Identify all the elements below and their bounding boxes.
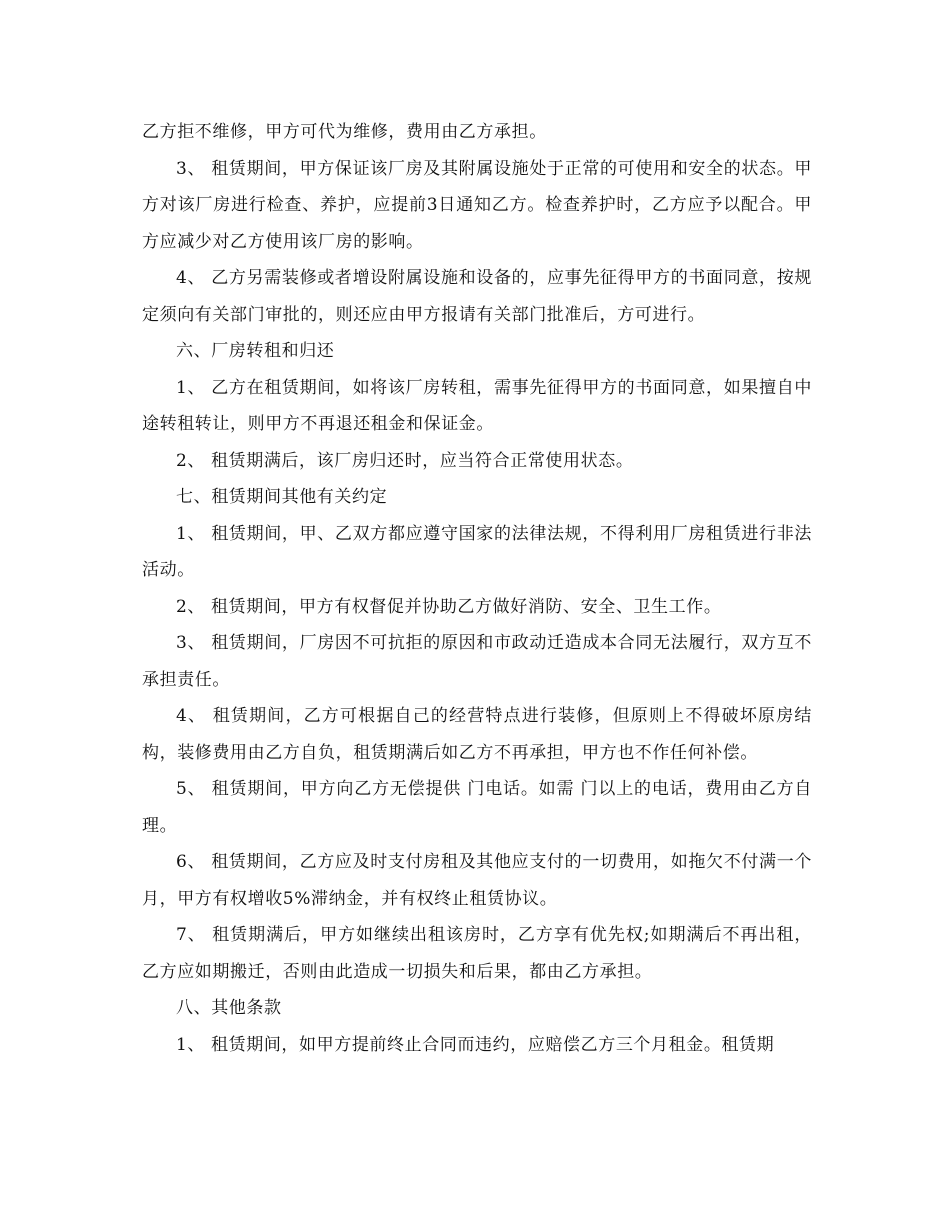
clause-6-1: 1、 乙方在租赁期间，如将该厂房转租，需事先征得甲方的书面同意，如果擅自中途转租转让，则甲方不再退还租金和保证金。 [142, 377, 812, 434]
document-body [142, 114, 812, 1063]
clause-7-4: 4、 租赁期间，乙方可根据自己的经营特点进行装修，但原则上不得破坏原房结构，装修费用由乙方自负，租赁期满后如乙方不再承担，甲方也不作任何补偿。 [142, 706, 812, 763]
clause-7-1: 1、 租赁期间，甲、乙双方都应遵守国家的法律法规，不得利用厂房租赁进行非法活动。 [142, 523, 812, 580]
clause-5-4: 4、 乙方另需装修或者增设附属设施和设备的，应事先征得甲方的书面同意，按规定须向有关部门审批的，则还应由甲方报请有关部门批准后，方可进行。 [142, 268, 812, 325]
paragraph-continuation: 乙方拒不维修，甲方可代为维修，费用由乙方承担。 [142, 122, 547, 142]
section-heading-7: 七、租赁期间其他有关约定 [176, 487, 388, 507]
section-heading-6: 六、厂房转租和归还 [176, 341, 335, 361]
section-heading-8: 八、其他条款 [176, 998, 282, 1018]
clause-5-3: 3、 租赁期间，甲方保证该厂房及其附属设施处于正常的可使用和安全的状态。甲方对该厂房进行检查、养护，应提前3日通知乙方。检查养护时，乙方应予以配合。甲方应减少对乙方使用该厂房的影响。 [142, 158, 812, 252]
clause-7-3: 3、 租赁期间，厂房因不可抗拒的原因和市政动迁造成本合同无法履行，双方互不承担责任。 [142, 633, 812, 690]
clause-8-1: 1、 租赁期间，如甲方提前终止合同而违约，应赔偿乙方三个月租金。租赁期 [176, 1034, 775, 1055]
clause-7-2: 2、 租赁期间，甲方有权督促并协助乙方做好消防、安全、卫生工作。 [176, 596, 722, 617]
clause-7-5: 5、 租赁期间，甲方向乙方无偿提供 门电话。如需 门以上的电话，费用由乙方自理。 [142, 779, 812, 836]
clause-7-7: 7、 租赁期满后，甲方如继续出租该房时，乙方享有优先权;如期满后不再出租，乙方应如期搬迁，否则由此造成一切损失和后果，都由乙方承担。 [142, 925, 812, 982]
clause-7-6: 6、 租赁期间，乙方应及时支付房租及其他应支付的一切费用，如拖欠不付满一个月，甲方有权增收5%滞纳金，并有权终止租赁协议。 [142, 852, 812, 909]
clause-6-2: 2、 租赁期满后，该厂房归还时，应当符合正常使用状态。 [176, 450, 634, 471]
